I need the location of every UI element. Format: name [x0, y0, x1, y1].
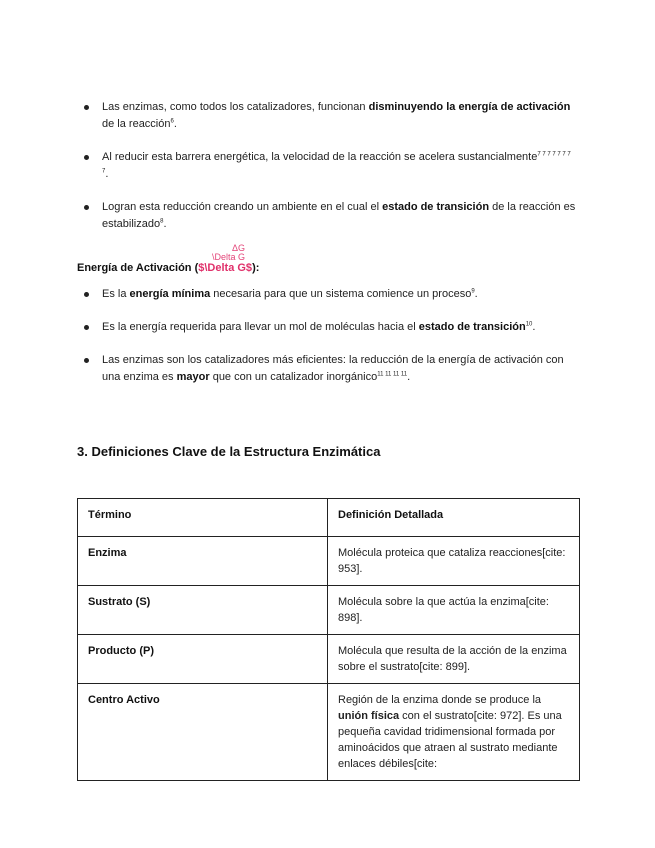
definition-cell — [328, 586, 580, 635]
bullet-icon — [84, 292, 89, 297]
bullet-icon — [84, 205, 89, 210]
term-cell: Enzima — [78, 537, 328, 586]
list-item — [78, 149, 578, 183]
citation-superscript: 11 11 11 11 — [377, 371, 408, 378]
definitions-table — [77, 498, 580, 781]
definition-bold-text: unión física — [338, 710, 400, 722]
definition-text: Molécula sobre la que actúa la enzima[cite: 898]. — [338, 596, 549, 624]
term-cell: Centro Activo — [78, 684, 328, 781]
heading-text: Energía de Activación ( — [77, 262, 199, 274]
bullet-text: Es la — [102, 288, 130, 300]
definition-text: Molécula proteica que cataliza reacciones[cite: 953]. — [338, 547, 566, 575]
math-annotation-bottom: \Delta G — [212, 252, 246, 262]
column-header-term: Término — [78, 499, 328, 537]
bullet-bold-text: estado de transición — [382, 201, 490, 213]
definition-text: Región de la enzima donde se produce la — [338, 694, 542, 706]
column-header-definition: Definición Detallada — [328, 499, 580, 537]
table-row — [78, 537, 580, 586]
activation-bullet-list — [78, 286, 578, 386]
bullet-text: Logran esta reducción creando un ambiente en el cual el — [102, 201, 383, 213]
bullet-text: que con un catalizador inorgánico — [209, 371, 378, 383]
bullet-icon — [84, 358, 89, 363]
bullet-text: necesaria para que un sistema comience un proceso — [210, 288, 472, 300]
bullet-text: de la reacción es estabilizado — [102, 201, 576, 230]
bullet-text: Las enzimas son los catalizadores más eficientes: la reducción de la energía de activación con una enzima es — [102, 354, 564, 383]
citation-superscript: 7 7 7 7 7 7 7 7 — [102, 151, 571, 175]
math-annotation-top: ΔG — [232, 243, 246, 253]
list-item — [78, 199, 578, 233]
citation-superscript: 8 — [160, 218, 164, 225]
list-item — [78, 99, 578, 133]
bullet-text: de la reacción — [102, 118, 171, 130]
definition-cell — [328, 635, 580, 684]
bullet-bold-text: energía mínima — [129, 288, 211, 300]
bullet-bold-text: mayor — [176, 371, 210, 383]
definition-cell — [328, 684, 580, 781]
list-item — [78, 319, 578, 336]
list-item — [78, 352, 578, 386]
table-row — [78, 586, 580, 635]
heading-text: ): — [252, 262, 260, 274]
bullet-bold-text: estado de transición — [418, 321, 526, 333]
bullet-punctuation: . — [105, 168, 109, 180]
bullet-punctuation: . — [474, 288, 478, 300]
table-row — [78, 635, 580, 684]
citation-superscript: 9 — [471, 288, 475, 295]
bullet-punctuation: . — [173, 118, 177, 130]
bullet-icon — [84, 325, 89, 330]
math-expression: $\Delta G$ — [198, 262, 253, 274]
term-cell: Producto (P) — [78, 635, 328, 684]
definition-cell — [328, 537, 580, 586]
intro-bullet-list — [78, 99, 578, 233]
activation-energy-heading — [77, 262, 259, 274]
citation-superscript: 10 — [525, 321, 533, 328]
section-title: 3. Definiciones Clave de la Estructura Enzimática — [77, 444, 381, 459]
term-cell: Sustrato (S) — [78, 586, 328, 635]
definition-text: Molécula que resulta de la acción de la enzima sobre el sustrato[cite: 899]. — [338, 645, 567, 673]
list-item — [78, 286, 578, 303]
bullet-punctuation: . — [407, 371, 411, 383]
bullet-punctuation: . — [163, 218, 167, 230]
bullet-icon — [84, 155, 89, 160]
bullet-text: Las enzimas, como todos los catalizadores, funcionan — [102, 101, 369, 113]
bullet-bold-text: disminuyendo la energía de activación — [368, 101, 571, 113]
table-header-row — [78, 499, 580, 537]
bullet-text: Al reducir esta barrera energética, la velocidad de la reacción se acelera sustancialmente — [102, 151, 538, 163]
bullet-text: Es la energía requerida para llevar un mol de moléculas hacia el — [102, 321, 419, 333]
definition-text: con el sustrato[cite: 972]. Es una pequeña cavidad tridimensional formada por aminoácidos que atraen al sustrato mediante enlaces débiles[cite: — [338, 710, 562, 770]
bullet-icon — [84, 105, 89, 110]
bullet-punctuation: . — [532, 321, 536, 333]
citation-superscript: 6 — [170, 118, 174, 125]
table-row — [78, 684, 580, 781]
